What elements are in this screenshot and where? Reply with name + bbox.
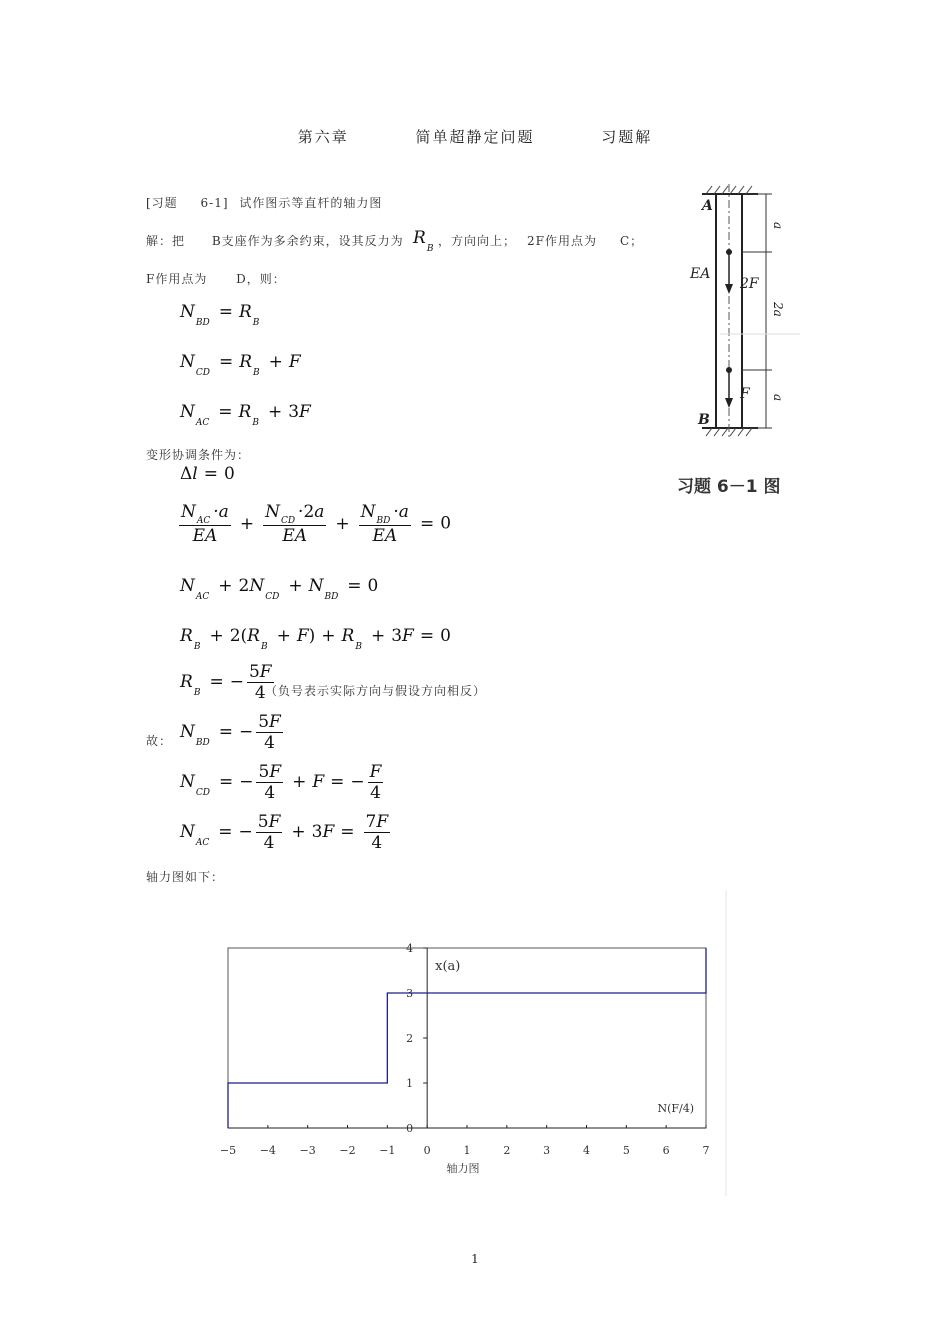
x-axis-label: N(F/4) (657, 1102, 694, 1115)
page-number: 1 (471, 1252, 479, 1266)
solutions-label: 习题解 (601, 128, 653, 146)
eq-nbd: $N_{BD}= R_B$ (180, 302, 260, 328)
chapter-title: 简单超静定问题 (415, 128, 535, 146)
x-tick-label: −2 (339, 1144, 356, 1157)
eq-nac: $N_{AC}= R_B+ 3F$ (180, 402, 311, 428)
x-tick-label: −1 (379, 1144, 396, 1157)
axial-diagram-label: 轴力图如下： (146, 870, 225, 884)
x-tick-label: 3 (543, 1144, 551, 1157)
problem-statement: [习题 6-1] 试作图示等直杆的轴力图 (146, 196, 383, 210)
eq-delta-l: Δl = 0 (180, 464, 235, 484)
y-tick-label: 0 (406, 1122, 414, 1135)
eq-nac-value: $N_{AC}=$ − $\frac{5F}{4}$ + 3F = $\frac{7F}{4}$ (180, 812, 389, 853)
chart-caption: 轴力图 (446, 1162, 480, 1175)
x-tick-label: −3 (299, 1144, 316, 1157)
page-title (0, 126, 950, 147)
label-2f: 2F (740, 276, 759, 292)
dim-a-bottom: a (771, 394, 785, 402)
x-tick-label: 2 (503, 1144, 511, 1157)
rb-sign-note: （负号表示实际方向与假设方向相反） (265, 684, 487, 698)
eq-deformation-sum: $\frac{N_{AC} \cdot a}{EA}$ + $\frac{N_{CD} \cdot 2a}{EA}$ + $\frac{N_{BD} \cdot a}{EA}$ = 0 (181, 502, 452, 546)
eq-rb-sum: $R_B+ 2(R_B+ F) + R_B+ 3F = 0$ (180, 626, 451, 652)
bar-figure (680, 180, 800, 450)
eq-ncd-value: $N_{CD}=$ − $\frac{5F}{4}$ + F = − $\frac{F}{4}$ (180, 762, 382, 803)
eq-n-sum: $N_{AC}+ 2N_{CD}+ N_{BD}= 0$ (180, 576, 379, 602)
x-tick-label: 6 (662, 1144, 670, 1157)
y-axis-label: x(a) (435, 959, 461, 974)
eq-rb-value: $R_B=$ − $\frac{5F}{4}$ (180, 662, 272, 703)
x-tick-label: −5 (219, 1144, 237, 1157)
figure-caption: 习题 6－1 图 (677, 477, 781, 497)
x-tick-label: 0 (423, 1144, 431, 1157)
label-b: B (698, 412, 710, 428)
label-f: F (740, 386, 750, 402)
axial-force-series (228, 948, 706, 1128)
solution-line-1: 解：把 B支座作为多余约束，设其反力为 (146, 234, 404, 248)
point-c-text: C； (620, 234, 644, 248)
axial-force-chart (140, 890, 740, 1210)
direction-text: ，方向向上； (438, 234, 517, 248)
y-tick-label: 1 (406, 1077, 414, 1090)
dim-a-top: a (771, 222, 785, 230)
compat-label: 变形协调条件为： (146, 448, 251, 462)
force-2f-text: 2F作用点为 (527, 234, 597, 248)
x-tick-label: 4 (583, 1144, 590, 1157)
y-tick-label: 3 (406, 987, 414, 1000)
x-tick-label: −4 (259, 1144, 276, 1157)
label-a: A (702, 198, 713, 214)
eq-ncd: $N_{CD}= R_B+ F$ (180, 352, 301, 378)
rb-symbol: $R_B$ (413, 228, 434, 254)
solution-line-2: F作用点为 D，则： (146, 272, 286, 286)
y-tick-label: 4 (406, 942, 414, 955)
x-tick-label: 5 (622, 1144, 630, 1157)
plot-frame (228, 948, 706, 1128)
y-tick-label: 2 (406, 1032, 414, 1045)
chapter-label: 第六章 (297, 128, 349, 146)
eq-nbd-value: $N_{BD}=$ − $\frac{5F}{4}$ (180, 712, 281, 753)
x-tick-label: 7 (702, 1144, 710, 1157)
dim-2a: 2a (771, 302, 785, 317)
label-ea: EA (690, 266, 711, 282)
x-tick-label: 1 (463, 1144, 471, 1157)
therefore-label: 故： (146, 734, 173, 748)
